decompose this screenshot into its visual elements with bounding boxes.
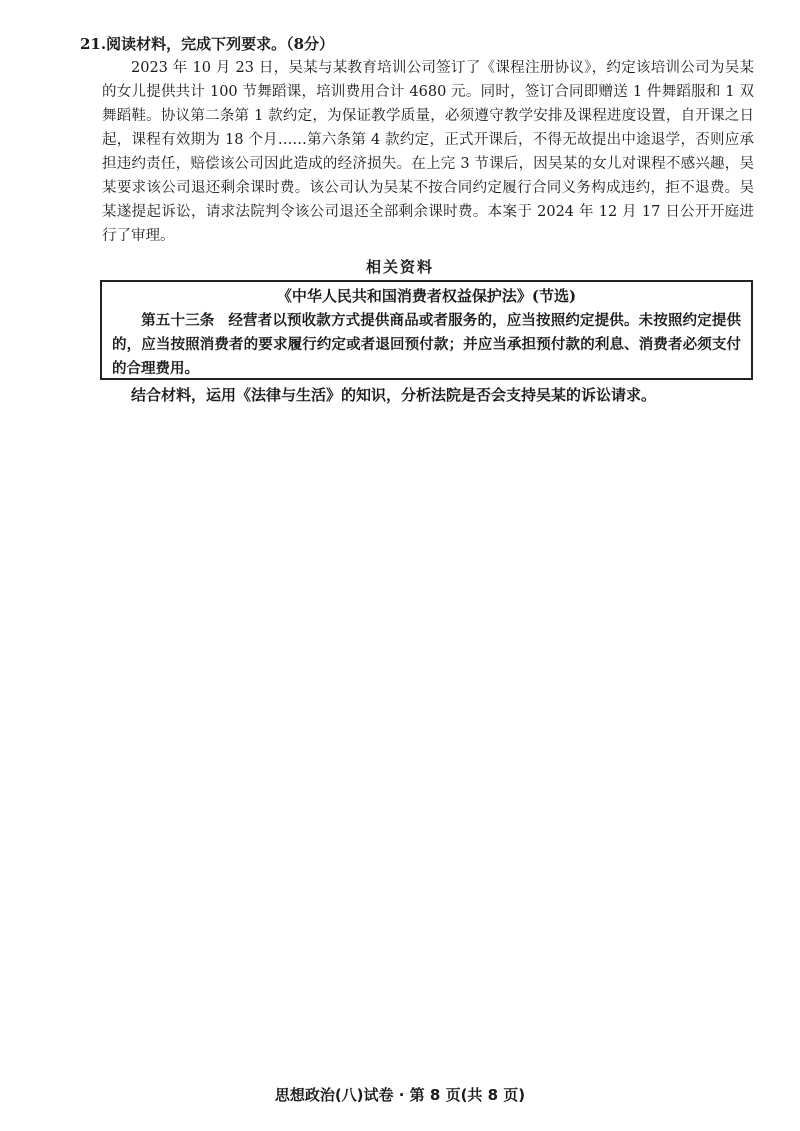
material-text: 2023 年 10 月 23 日，吴某与某教育培训公司签订了《课程注册协议》，约定该培训公司为吴某的女儿提供共计 100 节舞蹈课，培训费用合计 4680 元。同时，签订合同即赠送 1 件舞蹈服和 1 双舞蹈鞋。协议第二条第 1 款约定，为保证教学质量，必须遵守教学安排及课程进度设置，自开课之日起，课程有效期为 18 个月……第六条第 4 款约定，正式开课后，不得无故提出中途退学，否则应承担违约责任，赔偿该公司因此造成的经济损失。在上完 3 节课后，因吴某的女儿对课程不感兴趣，吴某要求该公司退还剩余课时费。该公司认为吴某不按合同约定履行合同义务构成违约，拒不退费。吴某遂提起诉讼，请求法院判令该公司退还全部剩余课时费。本案于 2024 年 12 月 17 日公开开庭进行了审理。 [102,60,754,244]
question-instruction: 阅读材料，完成下列要求。（8分） [106,35,335,53]
resources-title: 相关资料 [365,258,434,276]
task-prompt: 结合材料，运用《法律与生活》的知识，分析法院是否会支持吴某的诉讼请求。 [131,386,657,404]
law-title: 《中华人民共和国消费者权益保护法》(节选) [276,287,577,305]
article-number: 第五十三条 [141,312,215,329]
question-number: 21. [80,35,107,53]
law-article [112,309,741,381]
page-footer: 思想政治(八)试卷 · 第 8 页(共 8 页) [274,1086,526,1104]
law-excerpt-box [100,280,753,380]
question-header [80,33,740,55]
material-paragraph [102,56,754,248]
article-text: 经营者以预收款方式提供商品或者服务的，应当按照约定提供。未按照约定提供的，应当按照消费者的要求履行约定或者退回预付款；并应当承担预付款的利息、消费者必须支付的合理费用。 [112,312,742,377]
